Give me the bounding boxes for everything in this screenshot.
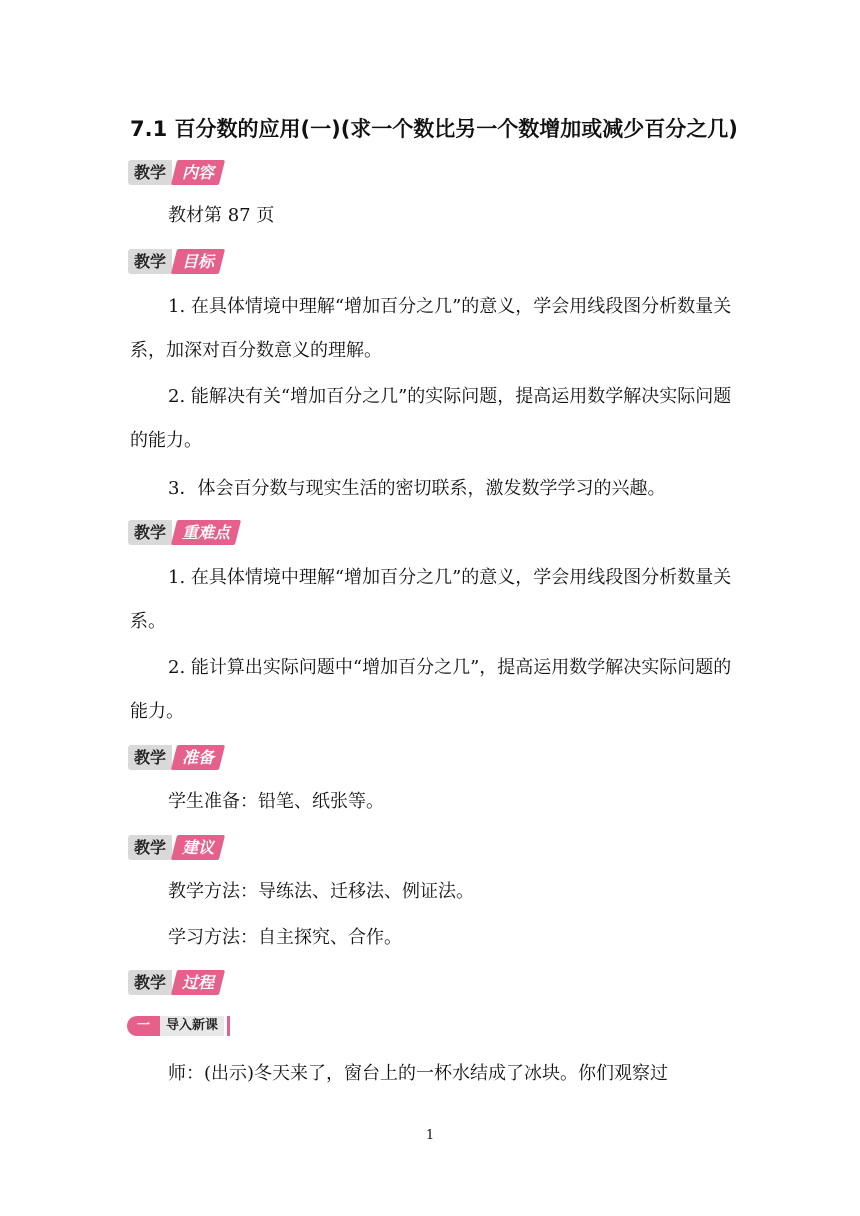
section-badge-goals xyxy=(128,249,222,274)
goal-paragraph-2: 2. 能解决有关“增加百分之几”的实际问题，提高运用数学解决实际问题的能力。 xyxy=(130,386,732,451)
subsection-badge-intro xyxy=(127,1016,230,1036)
section-badge-process xyxy=(128,970,222,995)
subsection-bar xyxy=(227,1016,230,1036)
goal-paragraph-3: 3．体会百分数与现实生活的密切联系，激发数学学习的兴趣。 xyxy=(168,478,666,499)
page-number: 1 xyxy=(425,1128,435,1143)
badge-label-tag: 建议 xyxy=(171,835,225,860)
preparation-paragraph: 学生准备：铅笔、纸张等。 xyxy=(168,791,384,812)
goal-paragraph-1: 1. 在具体情境中理解“增加百分之几”的意义，学会用线段图分析数量关系，加深对百分数意义的理解。 xyxy=(130,296,732,361)
content-paragraph: 教材第 87 页 xyxy=(168,205,275,226)
subsection-number: 一 xyxy=(127,1016,160,1036)
suggestion-paragraph-1: 教学方法：导练法、迁移法、例证法。 xyxy=(168,881,474,902)
badge-label-tag: 重难点 xyxy=(171,520,241,545)
badge-label-prefix: 教学 xyxy=(128,835,172,860)
suggestion-paragraph-2: 学习方法：自主探究、合作。 xyxy=(168,927,402,948)
key-point-paragraph-2: 2. 能计算出实际问题中“增加百分之几”，提高运用数学解决实际问题的能力。 xyxy=(130,657,732,722)
page-title: 7.1 百分数的应用(一)(求一个数比另一个数增加或减少百分之几) xyxy=(130,117,738,141)
badge-label-prefix: 教学 xyxy=(128,160,172,185)
process-paragraph: 师：(出示)冬天来了，窗台上的一杯水结成了冰块。你们观察过 xyxy=(168,1063,669,1084)
badge-label-tag: 内容 xyxy=(171,160,225,185)
section-badge-key-points xyxy=(128,520,238,545)
badge-label-prefix: 教学 xyxy=(128,249,172,274)
section-badge-preparation xyxy=(128,745,222,770)
badge-label-prefix: 教学 xyxy=(128,970,172,995)
subsection-title: 导入新课 xyxy=(160,1016,224,1036)
badge-label-tag: 目标 xyxy=(171,249,225,274)
section-badge-suggestions xyxy=(128,835,222,860)
badge-label-tag: 过程 xyxy=(171,970,225,995)
badge-label-prefix: 教学 xyxy=(128,520,172,545)
section-badge-content xyxy=(128,160,222,185)
key-point-paragraph-1: 1. 在具体情境中理解“增加百分之几”的意义，学会用线段图分析数量关系。 xyxy=(130,567,732,632)
badge-label-prefix: 教学 xyxy=(128,745,172,770)
badge-label-tag: 准备 xyxy=(171,745,225,770)
